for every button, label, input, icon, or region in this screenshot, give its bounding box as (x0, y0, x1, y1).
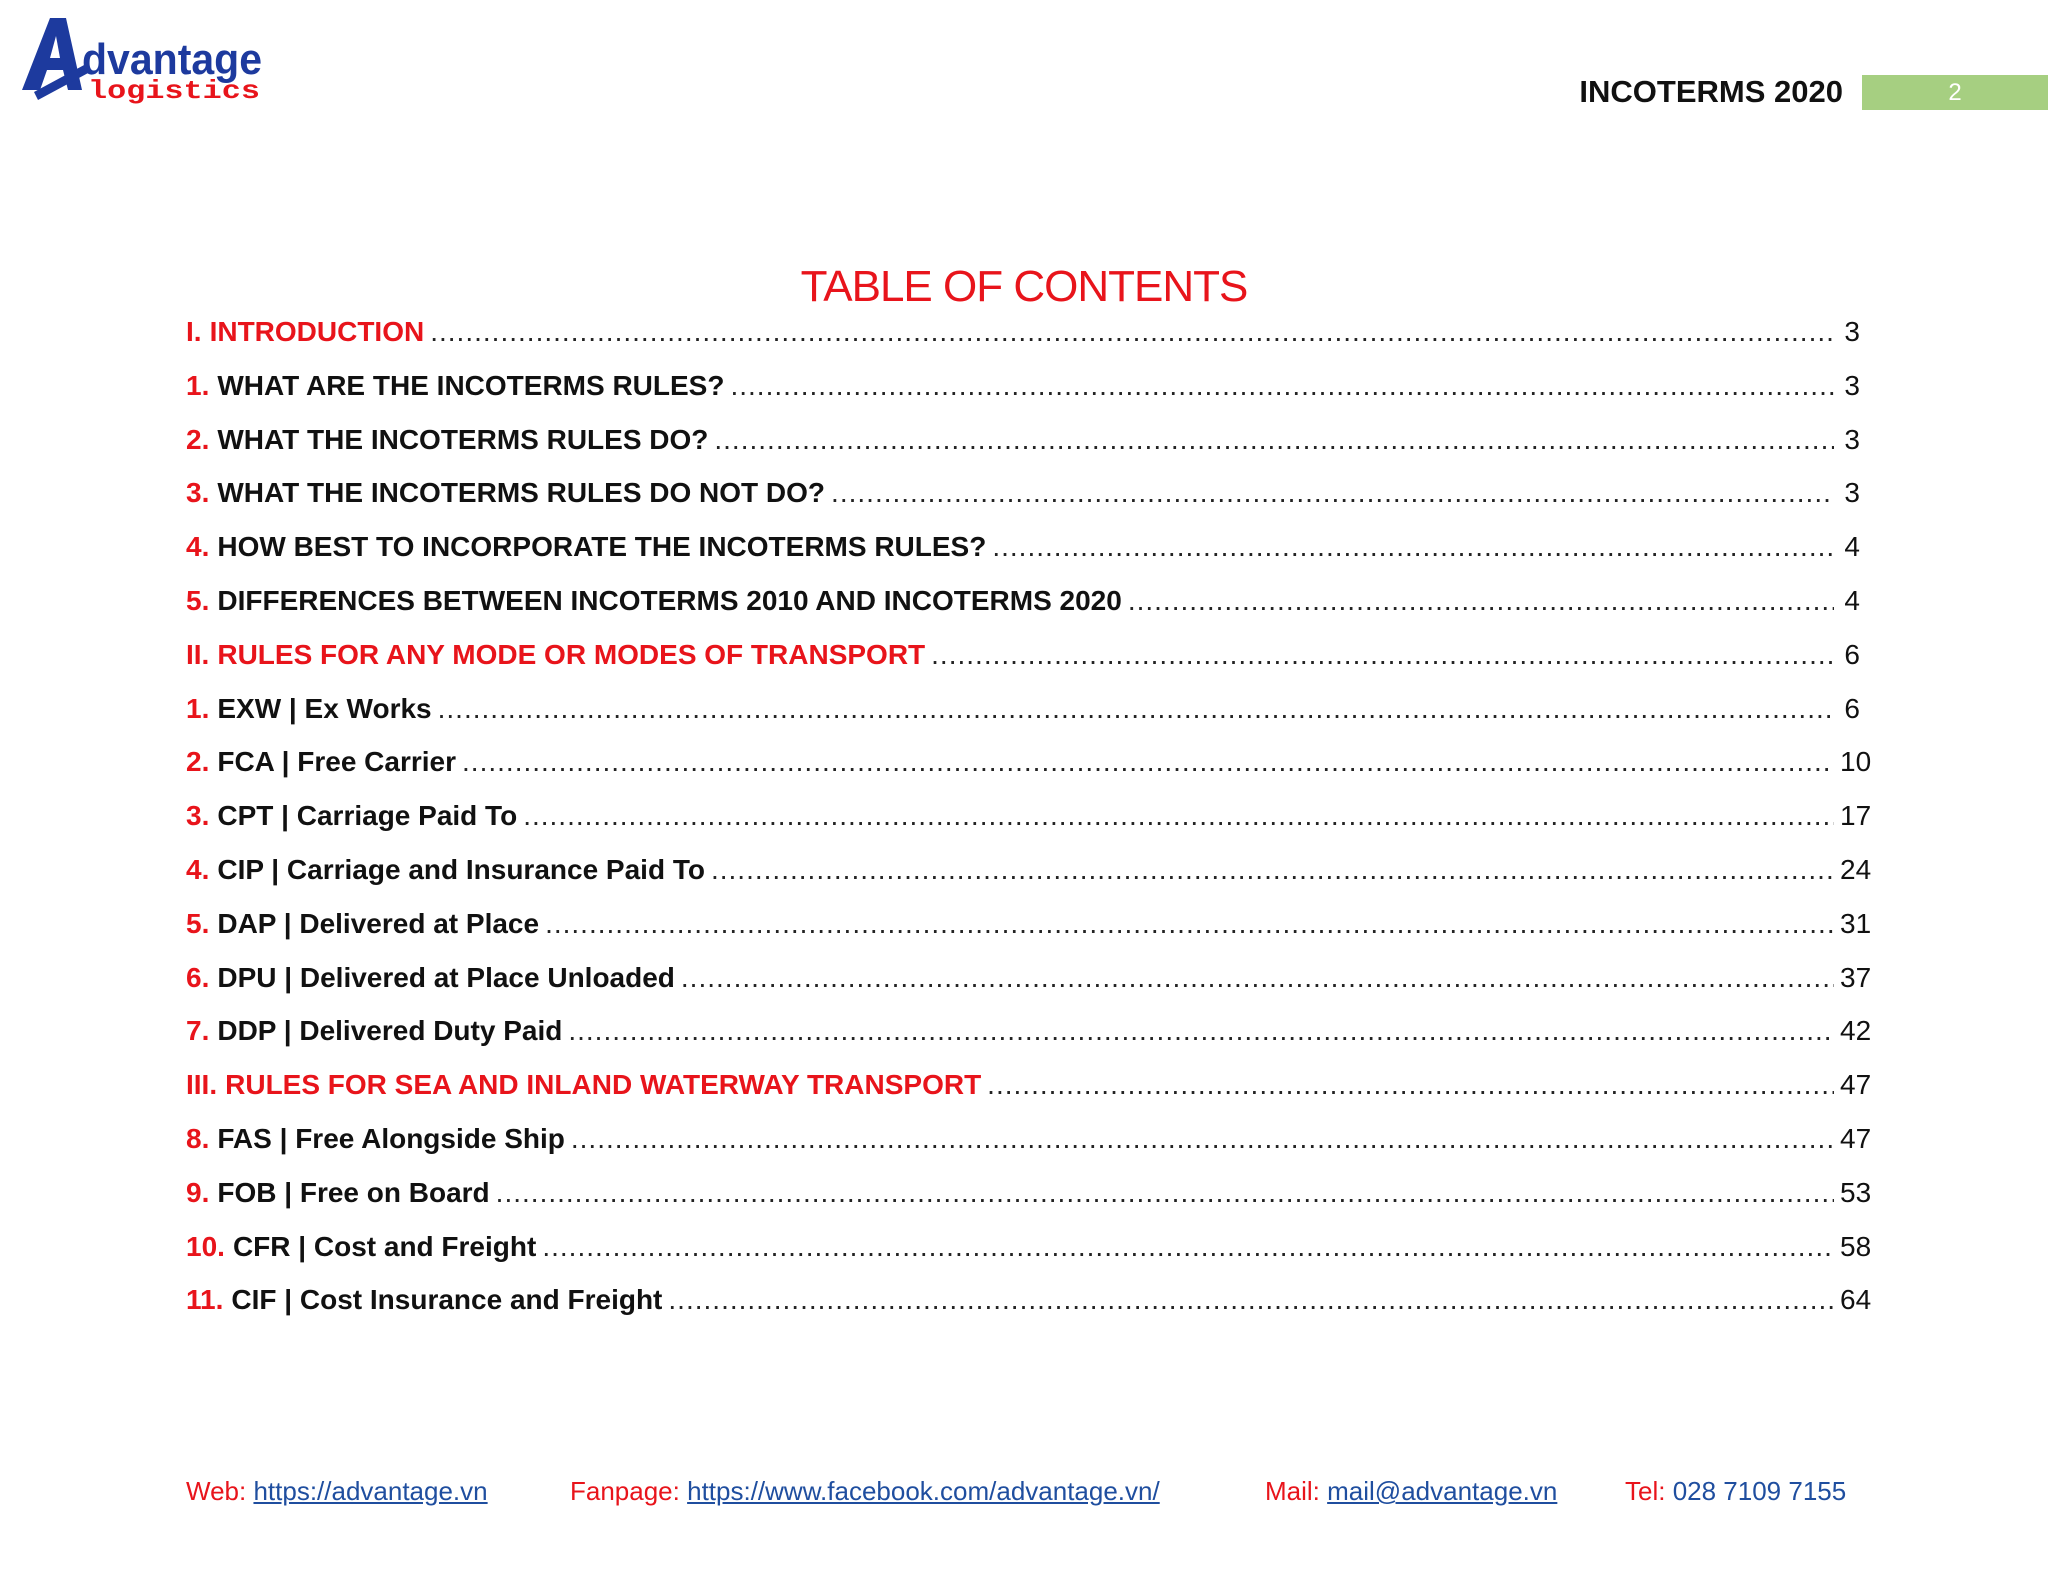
toc-entry-number: 4. (186, 853, 210, 885)
toc-entry-label[interactable]: FAS | Free Alongside Ship (217, 1122, 565, 1154)
toc-entry-label[interactable]: EXW | Ex Works (217, 692, 432, 724)
advantage-logo-icon (20, 18, 270, 108)
toc-entry-row[interactable] (186, 1122, 1872, 1177)
header-title: INCOTERMS 2020 (1579, 74, 1843, 109)
toc-entry-row[interactable] (186, 424, 1860, 478)
footer-mail-link[interactable]: mail@advantage.vn (1327, 1476, 1558, 1506)
footer-fanpage-label: Fanpage: (570, 1476, 680, 1506)
toc-entry-label[interactable]: DAP | Delivered at Place (217, 907, 540, 939)
toc-entry-row[interactable] (186, 531, 1860, 585)
footer-web-label: Web: (186, 1476, 247, 1506)
page-number-badge: 2 (1862, 75, 2048, 110)
toc-dot-leader (496, 1177, 1834, 1209)
toc-dot-leader (568, 1015, 1834, 1047)
toc-entry-page: 31 (1840, 907, 1872, 939)
toc-entry-page: 6 (1844, 638, 1860, 670)
toc-entry-row[interactable] (186, 1015, 1872, 1069)
toc-entry-label[interactable]: WHAT THE INCOTERMS RULES DO? (217, 423, 709, 455)
toc-entry-number: 1. (186, 692, 210, 724)
toc-entry-number: 3. (186, 800, 210, 832)
toc-dot-leader (542, 1231, 1834, 1263)
toc-entry-page: 64 (1840, 1284, 1872, 1316)
toc-entry-label[interactable]: DDP | Delivered Duty Paid (217, 1015, 563, 1047)
toc-entry-row[interactable] (186, 477, 1860, 531)
toc-entry-label[interactable]: CIF | Cost Insurance and Freight (231, 1284, 663, 1316)
toc-dot-leader (831, 477, 1834, 509)
toc-entry-page: 3 (1844, 316, 1860, 347)
toc-entry-page: 3 (1844, 423, 1860, 455)
toc-section-row[interactable] (186, 316, 1860, 370)
toc-entry-page: 42 (1840, 1015, 1872, 1047)
footer-web (186, 1476, 488, 1507)
toc-entry-label[interactable]: CIP | Carriage and Insurance Paid To (217, 853, 705, 885)
toc-dot-leader (571, 1123, 1834, 1155)
toc-dot-leader (931, 639, 1834, 671)
toc-dot-leader (681, 962, 1834, 994)
toc-entry-label[interactable]: CFR | Cost and Freight (232, 1230, 537, 1262)
toc-entry-number: II. (186, 638, 210, 670)
toc-section-row[interactable] (186, 639, 1860, 693)
toc-entry-row[interactable] (186, 585, 1860, 639)
toc-dot-leader (438, 693, 1834, 725)
toc-entry-label[interactable]: RULES FOR SEA AND INLAND WATERWAY TRANSPORT (225, 1069, 982, 1101)
toc-entry-label[interactable]: WHAT ARE THE INCOTERMS RULES? (217, 369, 725, 401)
toc-entry-number: 3. (186, 477, 210, 509)
toc-entry-label[interactable]: WHAT THE INCOTERMS RULES DO NOT DO? (217, 477, 826, 509)
toc-entry-page: 58 (1840, 1230, 1872, 1262)
toc-entry-label[interactable]: FCA | Free Carrier (217, 746, 457, 778)
toc-entry-label[interactable]: RULES FOR ANY MODE OR MODES OF TRANSPORT (217, 638, 926, 670)
toc-entry-label[interactable]: FOB | Free on Board (217, 1176, 490, 1208)
toc-dot-leader (668, 1284, 1834, 1316)
toc-entry-number: 7. (186, 1015, 210, 1047)
toc-entry-page: 17 (1840, 800, 1872, 832)
toc-entry-row[interactable] (186, 800, 1872, 854)
toc-entry-label[interactable]: INTRODUCTION (209, 316, 425, 347)
toc-entry-number: 2. (186, 423, 210, 455)
logo-line1: dvantage (82, 35, 262, 84)
toc-list (186, 316, 1872, 1338)
toc-entry-row[interactable] (186, 907, 1872, 962)
toc-entry-page: 47 (1840, 1122, 1872, 1154)
toc-entry-number: 8. (186, 1122, 210, 1154)
toc-entry-label[interactable]: CPT | Carriage Paid To (217, 800, 518, 832)
toc-entry-number: 4. (186, 531, 210, 563)
toc-dot-leader (992, 531, 1834, 563)
logo-line2: logistics (88, 76, 260, 106)
toc-entry-row[interactable] (186, 1176, 1872, 1231)
toc-dot-leader (1128, 585, 1834, 617)
toc-entry-page: 24 (1840, 853, 1872, 885)
toc-entry-number: 9. (186, 1176, 210, 1208)
footer-tel-value: 028 7109 7155 (1672, 1476, 1847, 1506)
toc-entry-label[interactable]: DIFFERENCES BETWEEN INCOTERMS 2010 AND INCOTERMS 2020 (217, 584, 1122, 616)
toc-entry-number: 11. (186, 1284, 224, 1316)
toc-entry-page: 47 (1840, 1069, 1872, 1101)
toc-entry-page: 6 (1844, 692, 1860, 724)
footer-fanpage-link[interactable]: https://www.facebook.com/advantage.vn/ (687, 1476, 1160, 1506)
toc-entry-row[interactable] (186, 1284, 1872, 1338)
toc-entry-label[interactable]: HOW BEST TO INCORPORATE THE INCOTERMS RULES? (217, 531, 987, 563)
toc-entry-row[interactable] (186, 746, 1872, 800)
toc-entry-number: 5. (186, 584, 210, 616)
toc-entry-row[interactable] (186, 693, 1860, 747)
advantage-logo (20, 18, 270, 108)
toc-entry-row[interactable] (186, 853, 1872, 908)
toc-dot-leader (711, 854, 1834, 886)
toc-entry-number: 1. (186, 369, 210, 401)
toc-entry-page: 53 (1840, 1176, 1872, 1208)
footer-tel (1625, 1476, 1846, 1507)
toc-title: TABLE OF CONTENTS (800, 262, 1248, 311)
toc-entry-page: 10 (1840, 746, 1872, 778)
toc-section-row[interactable] (186, 1069, 1872, 1123)
footer-fanpage (570, 1476, 1160, 1507)
toc-entry-page: 3 (1844, 477, 1860, 509)
toc-dot-leader (462, 746, 1834, 778)
footer-mail (1265, 1476, 1557, 1507)
toc-entry-page: 4 (1844, 531, 1860, 563)
toc-entry-number: 6. (186, 961, 210, 993)
toc-entry-number: 5. (186, 907, 210, 939)
toc-entry-row[interactable] (186, 1230, 1872, 1285)
footer-mail-label: Mail: (1265, 1476, 1320, 1506)
toc-entry-number: III. (186, 1069, 218, 1101)
toc-entry-number: I. (186, 316, 202, 347)
toc-entry-page: 3 (1844, 369, 1860, 401)
toc-entry-page: 37 (1840, 961, 1872, 993)
footer-tel-label: Tel: (1625, 1476, 1666, 1506)
toc-entry-row[interactable] (186, 370, 1860, 424)
toc-entry-number: 2. (186, 746, 210, 778)
toc-entry-label[interactable]: DPU | Delivered at Place Unloaded (217, 961, 675, 993)
toc-dot-leader (523, 800, 1834, 832)
toc-entry-number: 10. (186, 1230, 225, 1262)
toc-entry-page: 4 (1844, 584, 1860, 616)
toc-dot-leader (430, 316, 1834, 348)
toc-dot-leader (714, 424, 1834, 456)
footer-web-link[interactable]: https://advantage.vn (253, 1476, 488, 1506)
toc-dot-leader (545, 908, 1834, 940)
toc-dot-leader (987, 1069, 1834, 1101)
toc-entry-row[interactable] (186, 961, 1872, 1016)
toc-dot-leader (730, 370, 1834, 402)
